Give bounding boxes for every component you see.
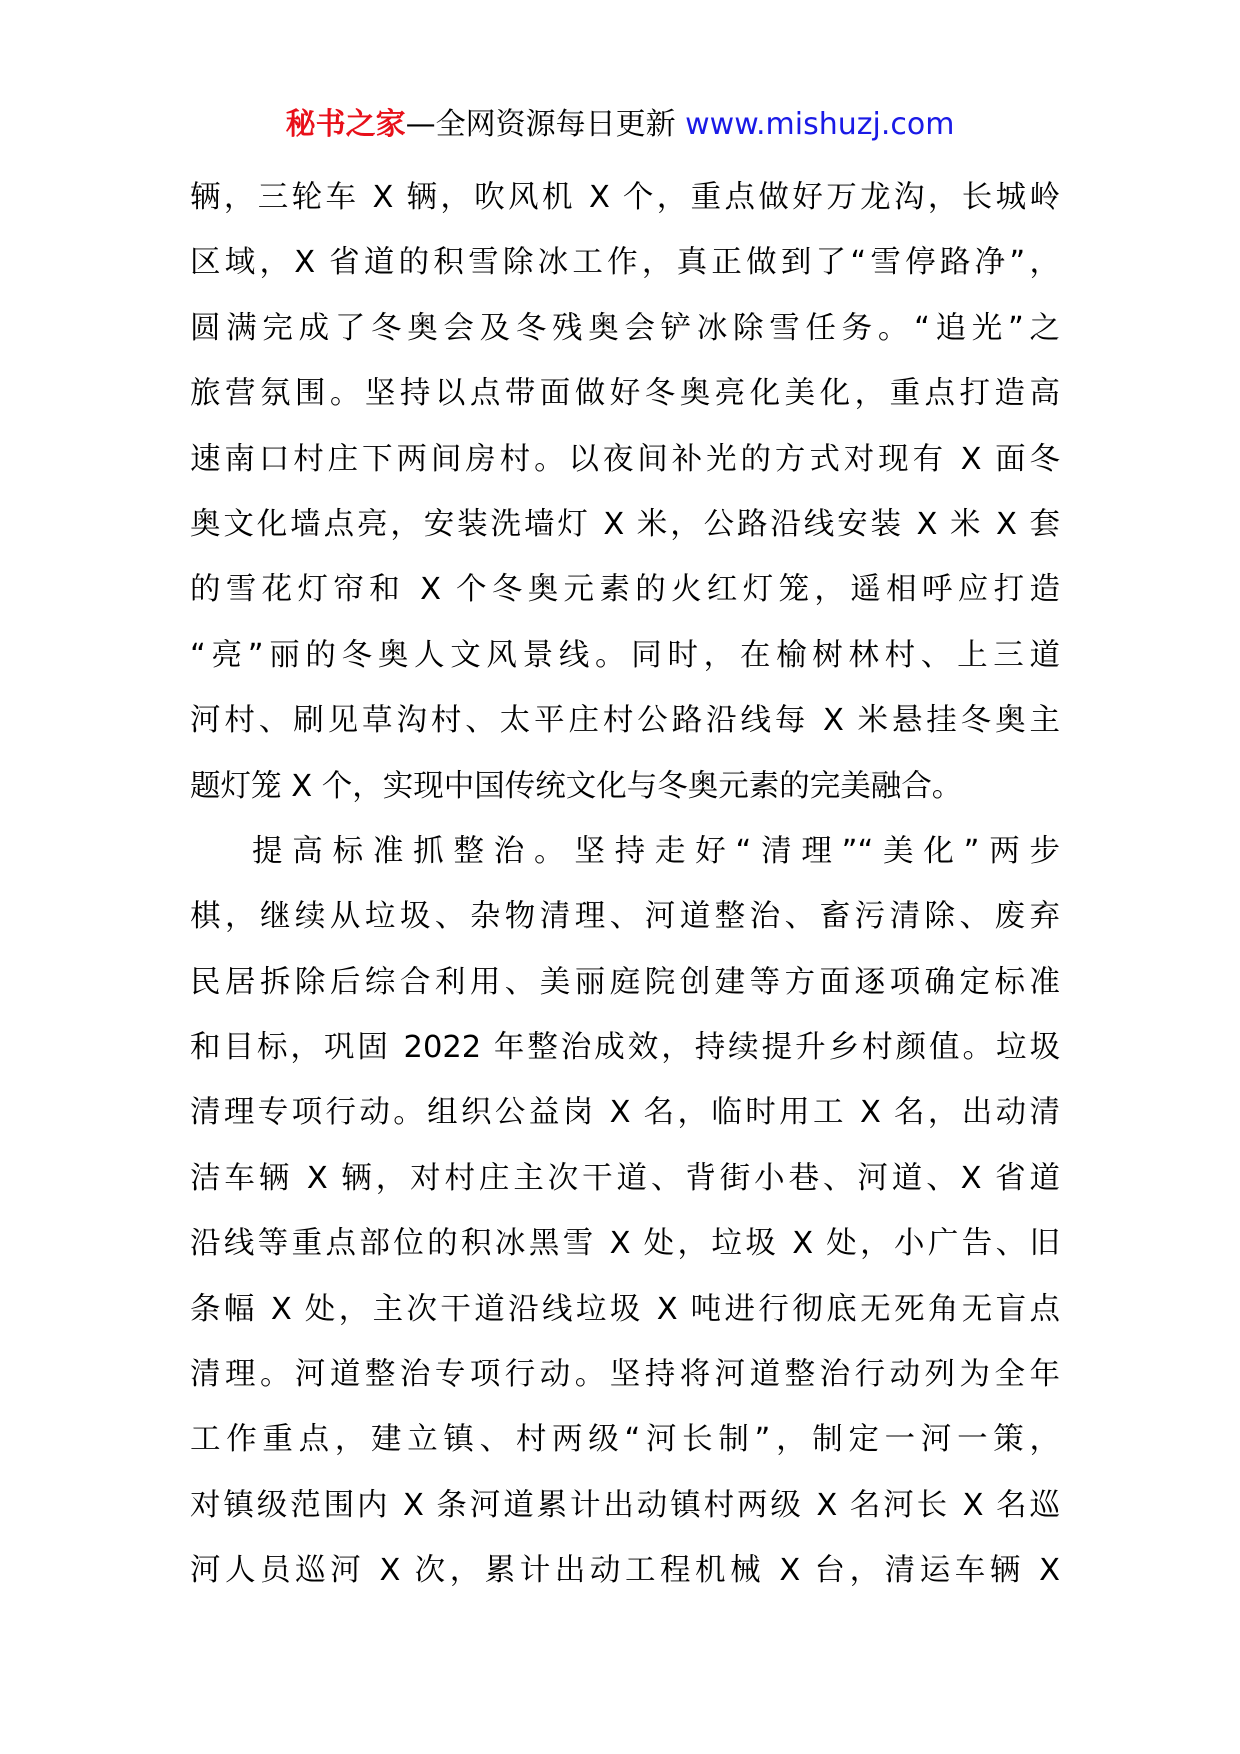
text-line: 棋，继续从垃圾、杂物清理、河道整治、畜污清除、废弃 <box>190 899 1060 935</box>
text-line: 河村、刷见草沟村、太平庄村公路沿线每 X 米悬挂冬奥主 <box>190 703 1060 739</box>
text-line: 速南口村庄下两间房村。以夜间补光的方式对现有 X 面冬 <box>190 441 1060 477</box>
site-tagline: —全网资源每日更新 <box>405 107 676 142</box>
text-line: 工作重点，建立镇、村两级“河长制”，制定一河一策， <box>190 1422 1060 1458</box>
text-line: 河人员巡河 X 次，累计出动工程机械 X 台，清运车辆 X <box>190 1553 1060 1589</box>
document-body <box>190 165 1060 1604</box>
text-line: 沿线等重点部位的积冰黑雪 X 处，垃圾 X 处，小广告、旧 <box>190 1226 1060 1262</box>
text-line: 辆，三轮车 X 辆，吹风机 X 个，重点做好万龙沟，长城岭 <box>190 180 1060 215</box>
text-line: 题灯笼 X 个，实现中国传统文化与冬奥元素的完美融合。 <box>190 768 963 804</box>
site-url-link[interactable]: www.mishuzj.com <box>685 107 955 142</box>
text-line: 条幅 X 处，主次干道沿线垃圾 X 吨进行彻底无死角无盲点 <box>190 1291 1060 1327</box>
text-line: 圆满完成了冬奥会及冬残奥会铲冰除雪任务。“追光”之 <box>190 310 1060 346</box>
text-line: 清理。河道整治专项行动。坚持将河道整治行动列为全年 <box>190 1357 1060 1393</box>
text-line: 清理专项行动。组织公益岗 X 名，临时用工 X 名，出动清 <box>190 1095 1060 1131</box>
paragraph-start-line: 提高标准抓整治。坚持走好“清理”“美化”两步 <box>252 833 1060 869</box>
text-line: 奥文化墙点亮，安装洗墙灯 X 米，公路沿线安装 X 米 X 套 <box>190 506 1060 542</box>
text-line: 和目标，巩固 2022 年整治成效，持续提升乡村颜值。垃圾 <box>190 1030 1060 1066</box>
text-line: 区域，X 省道的积雪除冰工作，真正做到了“雪停路净”， <box>190 245 1060 281</box>
text-line: 对镇级范围内 X 条河道累计出动镇村两级 X 名河长 X 名巡 <box>190 1487 1060 1523</box>
text-line: 洁车辆 X 辆，对村庄主次干道、背街小巷、河道、X 省道 <box>190 1160 1060 1196</box>
text-line: 的雪花灯帘和 X 个冬奥元素的火红灯笼，遥相呼应打造 <box>190 572 1060 608</box>
text-line: 民居拆除后综合利用、美丽庭院创建等方面逐项确定标准 <box>190 964 1060 1000</box>
site-brand: 秘书之家 <box>285 107 406 142</box>
text-line: 旅营氛围。坚持以点带面做好冬奥亮化美化，重点打造高 <box>190 376 1060 412</box>
site-header <box>0 100 1240 150</box>
text-line: “亮”丽的冬奥人文风景线。同时，在榆树林村、上三道 <box>190 637 1060 673</box>
